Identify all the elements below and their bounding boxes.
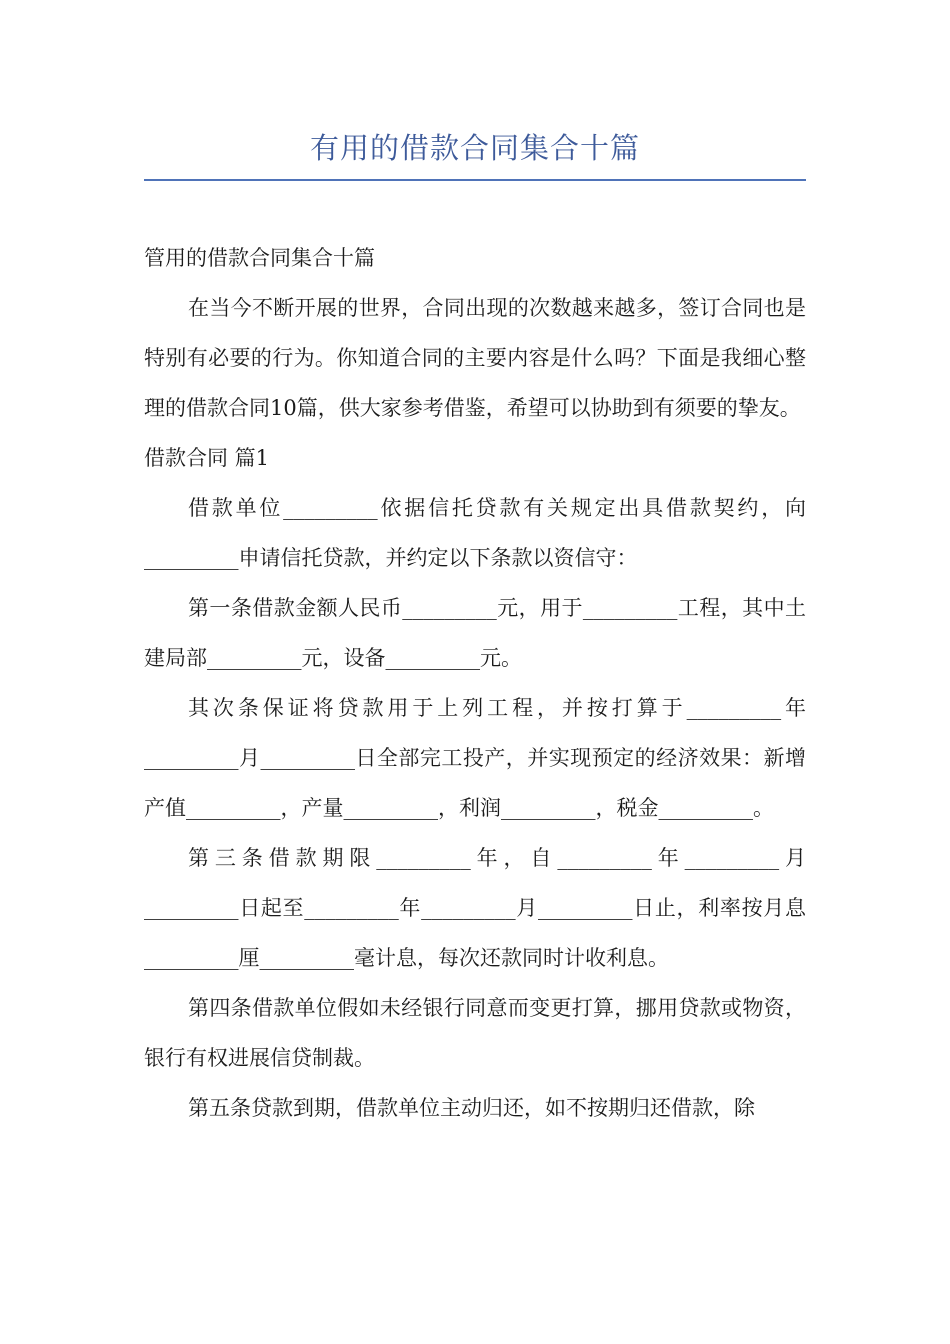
- contract-paragraph: 其次条保证将贷款用于上列工程，并按打算于_________年_________月_________日全部完工投产，并实现预定的经济效果：新增产值_________，产量_________，利润_________，税金_________。: [144, 696, 806, 820]
- section-heading: 借款合同 篇1: [144, 446, 270, 470]
- document-body: [144, 233, 806, 1133]
- contract-paragraph: 借款单位_________依据信托贷款有关规定出具借款契约，向_________申请信托贷款，并约定以下条款以资信守：: [144, 496, 806, 570]
- contract-paragraph: 第三条借款期限_________年，自_________年_________月_________日起至_________年_________月_________日止，利率按月息_________厘_________毫计息，每次还款同时计收利息。: [144, 846, 806, 970]
- title-underline: [144, 179, 806, 181]
- document-subtitle: 管用的借款合同集合十篇: [144, 246, 375, 270]
- contract-paragraph: 第四条借款单位假如未经银行同意而变更打算，挪用贷款或物资，银行有权进展信贷制裁。: [144, 996, 806, 1070]
- contract-paragraph: 第五条贷款到期，借款单位主动归还，如不按期归还借款，除: [188, 1096, 755, 1120]
- document-title: 有用的借款合同集合十篇: [309, 131, 640, 165]
- intro-paragraph: 在当今不断开展的世界，合同出现的次数越来越多，签订合同也是特别有必要的行为。你知道合同的主要内容是什么吗？下面是我细心整理的借款合同10篇，供大家参考借鉴，希望可以协助到有须要的挚友。: [144, 296, 806, 420]
- contract-paragraph: 第一条借款金额人民币_________元，用于_________工程，其中土建局部_________元，设备_________元。: [144, 596, 806, 670]
